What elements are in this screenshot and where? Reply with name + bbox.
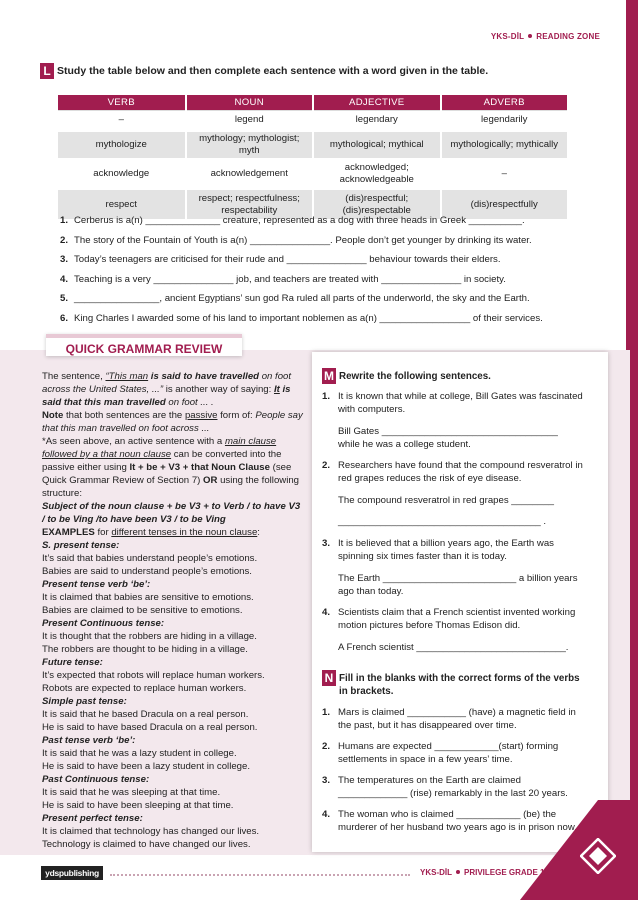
footer-left-label: YKS-DİL xyxy=(420,868,452,877)
intro-paragraph xyxy=(42,370,304,409)
tense-heading: Past Continuous tense: xyxy=(42,774,150,785)
item-number: 1. xyxy=(322,391,331,402)
table-cell: legendarily xyxy=(441,110,569,131)
text-run: : xyxy=(257,527,260,538)
table-cell: legendary xyxy=(313,110,441,131)
tense-heading: Present tense verb ‘be’: xyxy=(42,579,151,590)
section-n-instruction: Fill in the blanks with the correct forms of the verbs in brackets. xyxy=(339,673,580,697)
example-line: Technology is claimed to have changed our lives. xyxy=(42,839,251,850)
examples-list xyxy=(42,539,304,851)
text-run: Note xyxy=(42,410,64,421)
section-m-item xyxy=(322,459,588,485)
text-run: on foot across the United States, ...” xyxy=(42,371,292,395)
page-header xyxy=(491,32,600,41)
section-n-item xyxy=(322,808,588,834)
table-cell: mythology; mythologist; myth xyxy=(186,131,314,159)
answer-line: The compound resveratrol in red grapes ________ xyxy=(338,495,554,506)
sentence-text: King Charles I awarded some of his land to important noblemen as a(n) _________________ of their services. xyxy=(74,312,543,324)
example-line: It’s expected that robots will replace human workers. xyxy=(42,670,265,681)
text-run: The sentence, xyxy=(42,371,106,382)
item-number: 3. xyxy=(322,775,331,786)
example-line: He is said to have been a lazy student in college. xyxy=(42,761,250,772)
page-footer xyxy=(420,868,549,877)
exercise-sentence xyxy=(60,274,570,294)
section-n-item xyxy=(322,774,588,800)
section-l-sentences xyxy=(60,215,570,333)
sentence-number: 4. xyxy=(60,273,69,285)
table-cell: mythologically; mythically xyxy=(441,131,569,159)
tense-heading: Present perfect tense: xyxy=(42,813,143,824)
example-line: It is claimed that technology has changed our lives. xyxy=(42,826,260,837)
text-run: on foot ... . xyxy=(165,397,214,408)
item-text: The temperatures on the Earth are claimed _____________ (rise) remarkably in the last 20 years. xyxy=(338,775,568,799)
table-row xyxy=(58,131,568,159)
tense-heading: Future tense: xyxy=(42,657,103,668)
section-n-item xyxy=(322,740,588,766)
note-paragraph xyxy=(42,409,304,435)
table-cell: legend xyxy=(186,110,314,131)
text-run: for xyxy=(94,527,112,538)
diamond-icon xyxy=(580,838,616,874)
text-run: It xyxy=(273,384,280,395)
item-text: It is believed that a billion years ago, the Earth was spinning six times faster than it is today. xyxy=(338,538,554,562)
text-run: can be converted into the passive either using xyxy=(42,449,282,473)
example-line: He is said to have based Dracula on a real person. xyxy=(42,722,258,733)
tense-heading: Present Continuous tense: xyxy=(42,618,165,629)
sentence-number: 3. xyxy=(60,254,69,266)
example-line: Babies are said to understand people’s emotions. xyxy=(42,566,252,577)
text-run: main clause followed by a that noun clause xyxy=(42,436,277,460)
word-forms-table xyxy=(58,95,569,219)
text-run: different tenses in the noun clause xyxy=(111,527,258,538)
section-n-badge: N xyxy=(322,670,336,686)
table-cell: – xyxy=(58,110,186,131)
example-line: It is thought that the robbers are hiding in a village. xyxy=(42,631,257,642)
text-run: form of: xyxy=(217,410,256,421)
section-l-badge: L xyxy=(40,63,54,79)
item-number: 4. xyxy=(322,809,331,820)
column-header-adjective: ADJECTIVE xyxy=(313,95,441,110)
item-text: The woman who is claimed ____________ (be) the murderer of her husband two years ago is in prison now. xyxy=(338,809,577,833)
table-cell: (dis)respectful; (dis)respectable xyxy=(313,189,441,219)
table-cell: – xyxy=(441,159,569,189)
sentence-text: ________________, ancient Egyptians’ sun god Ra ruled all parts of the underworld, the sky and the Earth. xyxy=(74,293,530,305)
section-m-heading xyxy=(322,370,588,384)
answer-line: The Earth _________________________ a billion years xyxy=(338,573,578,584)
sentence-text: Today’s teenagers are criticised for their rude and _______________ behaviour towards their elders. xyxy=(74,254,501,266)
exercises-column xyxy=(322,370,588,834)
text-run: is said to have travelled xyxy=(148,371,260,382)
exercise-sentence xyxy=(60,235,570,255)
column-header-adverb: ADVERB xyxy=(441,95,569,110)
table-cell: (dis)respectfully xyxy=(441,189,569,219)
examples-label xyxy=(42,526,304,539)
example-line: It’s said that babies understand people’s emotions. xyxy=(42,553,258,564)
text-run: EXAMPLES xyxy=(42,527,95,538)
item-text: Humans are expected ____________(start) forming settlements in space in a few years’ time. xyxy=(338,741,559,765)
tense-heading: Simple past tense: xyxy=(42,696,127,707)
example-line: It is said that he based Dracula on a real person. xyxy=(42,709,249,720)
table-cell: acknowledge xyxy=(58,159,186,189)
section-n-item xyxy=(322,706,588,732)
table-cell: respect xyxy=(58,189,186,219)
section-m-item xyxy=(322,606,588,632)
header-right-label: READING ZONE xyxy=(536,32,600,41)
text-run: passive xyxy=(184,410,218,421)
item-text: Mars is claimed ___________ (have) a magnetic field in the past, but it has disappeared over time. xyxy=(338,707,576,731)
exercise-sentence xyxy=(60,254,570,274)
text-run: It + be + V3 + that Noun Clause xyxy=(129,462,270,473)
example-line: Robots are expected to replace human workers. xyxy=(42,683,247,694)
exercise-sentence xyxy=(60,293,570,313)
table-row xyxy=(58,110,568,131)
item-number: 2. xyxy=(322,460,331,471)
item-number: 1. xyxy=(322,707,331,718)
bullet-dot-icon xyxy=(528,34,532,38)
sentence-text: The story of the Fountain of Youth is a(n) _______________. People don’t get younger by drinking its water. xyxy=(74,234,532,246)
item-number: 4. xyxy=(322,607,331,618)
table-row xyxy=(58,159,568,189)
table-cell: mythological; mythical xyxy=(313,131,441,159)
sentence-number: 2. xyxy=(60,234,69,246)
section-m-instruction: Rewrite the following sentences. xyxy=(339,371,491,382)
table-cell: acknowledgement xyxy=(186,159,314,189)
sentence-number: 1. xyxy=(60,215,69,226)
table-cell: mythologize xyxy=(58,131,186,159)
text-run: *As seen above, an active sentence with a xyxy=(42,436,225,447)
item-text: Researchers have found that the compound resveratrol in red grapes reduces the risk of eye disease. xyxy=(338,460,583,484)
footer-divider xyxy=(110,874,410,876)
grammar-review-text xyxy=(42,370,304,851)
table-cell: acknowledged; acknowledgeable xyxy=(313,159,441,189)
example-line: It is said that he was sleeping at that time. xyxy=(42,787,221,798)
example-line: It is claimed that babies are sensitive to emotions. xyxy=(42,592,254,603)
text-run: OR xyxy=(203,475,218,486)
bullet-dot-icon xyxy=(456,870,460,874)
grammar-review-title: QUICK GRAMMAR REVIEW xyxy=(46,334,242,356)
sentence-number: 6. xyxy=(60,312,69,324)
item-text: Scientists claim that a French scientist invented working motion pictures before Thomas Edison did. xyxy=(338,607,576,631)
column-header-noun: NOUN xyxy=(186,95,314,110)
answer-line: while he was a college student. xyxy=(338,439,471,450)
section-l-heading xyxy=(40,63,488,79)
section-m-badge: M xyxy=(324,369,334,383)
section-m-item xyxy=(322,390,588,416)
example-line: The robbers are thought to be hiding in a village. xyxy=(42,644,248,655)
answer-line: A French scientist ____________________________. xyxy=(338,642,569,653)
text-run: is another way of saying: xyxy=(163,384,274,395)
answer-line: Bill Gates _________________________________ xyxy=(338,426,558,437)
sentence-text: Teaching is a very _______________ job, and teachers are treated with _______________ in society. xyxy=(74,273,506,285)
sentence-text: Cerberus is a(n) ______________ creature, represented as a dog with three heads in Greek __________. xyxy=(74,215,525,226)
structure-formula: Subject of the noun clause + be V3 + to Verb / to have V3 / to be Ving /to have been V3 / to be Ving xyxy=(42,501,301,525)
text-run: (see Quick Grammar Review of Section 7) xyxy=(42,462,292,486)
example-line: He is said to have been sleeping at that time. xyxy=(42,800,234,811)
section-l-instruction: Study the table below and then complete each sentence with a word given in the table. xyxy=(57,64,489,77)
sentence-number: 5. xyxy=(60,293,69,305)
exercise-sentence xyxy=(60,215,570,235)
section-n-heading xyxy=(322,672,588,698)
item-number: 3. xyxy=(322,538,331,549)
text-run: is said that this man travelled xyxy=(42,384,291,408)
exercise-sentence xyxy=(60,313,570,333)
example-line: Babies are claimed to be sensitive to emotions. xyxy=(42,605,243,616)
text-run: using the following structure: xyxy=(42,475,300,499)
tense-heading: S. present tense: xyxy=(42,540,120,551)
publisher-logo: ydspublishing xyxy=(41,866,103,880)
answer-line: ______________________________________ . xyxy=(338,516,547,527)
table-cell: respect; respectfulness; respectability xyxy=(186,189,314,219)
example-line: It is said that he was a lazy student in college. xyxy=(42,748,237,759)
section-m-item xyxy=(322,537,588,563)
footer-right-label: PRIVILEGE GRADE 12 xyxy=(464,868,549,877)
header-left-label: YKS-DİL xyxy=(490,32,525,41)
text-run: “This man xyxy=(105,371,149,382)
column-header-verb: VERB xyxy=(58,95,186,110)
rule-paragraph xyxy=(42,435,304,500)
answer-line: ago than today. xyxy=(338,586,404,597)
text-run: People say that this man travelled on foot across ... xyxy=(42,410,303,434)
item-number: 2. xyxy=(322,741,331,752)
text-run: that both sentences are the xyxy=(63,410,185,421)
item-text: It is known that while at college, Bill Gates was fascinated with computers. xyxy=(338,391,583,415)
tense-heading: Past tense verb ‘be’: xyxy=(42,735,136,746)
